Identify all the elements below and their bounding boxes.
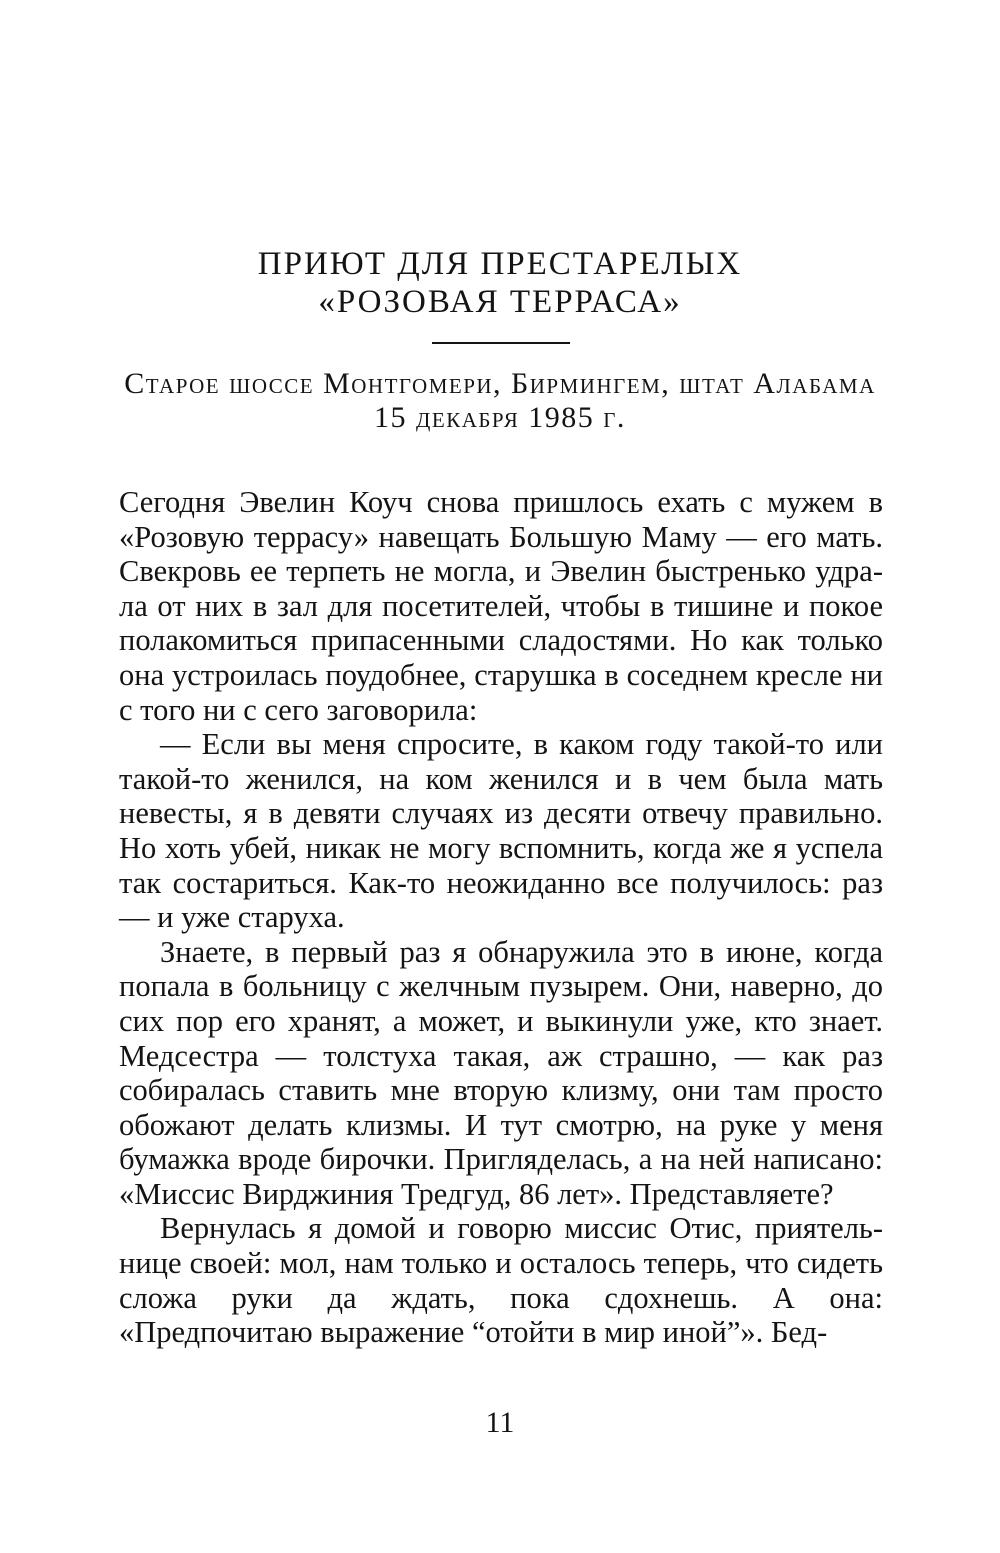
paragraph: Сегодня Эвелин Коуч снова пришлось ехать с мужем в «Розовую террасу» навещать Большую Маму — его мать. Свекровь ее терпеть не могла, и Эвелин быстренько удрала от них в зал для посетителей, чтобы в тишине и покое полакомиться припасенными сладостями. Но как только она устроилась поудобнее, старушка в соседнем кресле ни с того ни с сего заговорила: (119, 485, 883, 727)
chapter-location: Старое шоссе Монтгомери, Бирмингем, штат Алабама (124, 367, 876, 400)
chapter-date: 15 декабря 1985 г. (374, 401, 626, 434)
body-text (119, 485, 883, 1350)
paragraph: Вернулась я домой и говорю миссис Отис, приятельнице своей: мол, нам только и осталось теперь, что сидеть сложа руки да ждать, пока сдохнешь. А она: «Предпочитаю выражение “отойти в мир иной”». Бед- (119, 1211, 883, 1350)
chapter-title-line-2: «РОЗОВАЯ ТЕРРАСА» (318, 284, 682, 320)
title-divider (432, 342, 570, 344)
page-number: 11 (485, 1406, 515, 1439)
paragraph: — Если вы меня спросите, в каком году такой-то или такой-то женился, на ком женился и в чем была мать невесты, я в девяти случаях из десяти отвечу правильно. Но хоть убей, никак не могу вспомнить, когда же я успела так состариться. Как-то неожиданно все получилось: раз — и уже старуха. (119, 727, 883, 935)
paragraph: Знаете, в первый раз я обнаружила это в июне, когда попала в больницу с желчным пузырем. Они, наверно, до сих пор его хранят, а может, и выкинули уже, кто знает. Медсестра — толстуха такая, аж страшно, — как раз собиралась ставить мне вторую клизму, они там просто обожают делать клизмы. И тут смотрю, на руке у меня бумажка вроде бирочки. Пригляделась, а на ней написано: «Миссис Вирджиния Тредгуд, 86 лет». Представляете? (119, 934, 883, 1211)
chapter-title-line-1: ПРИЮТ ДЛЯ ПРЕСТАРЕЛЫХ (257, 246, 743, 282)
